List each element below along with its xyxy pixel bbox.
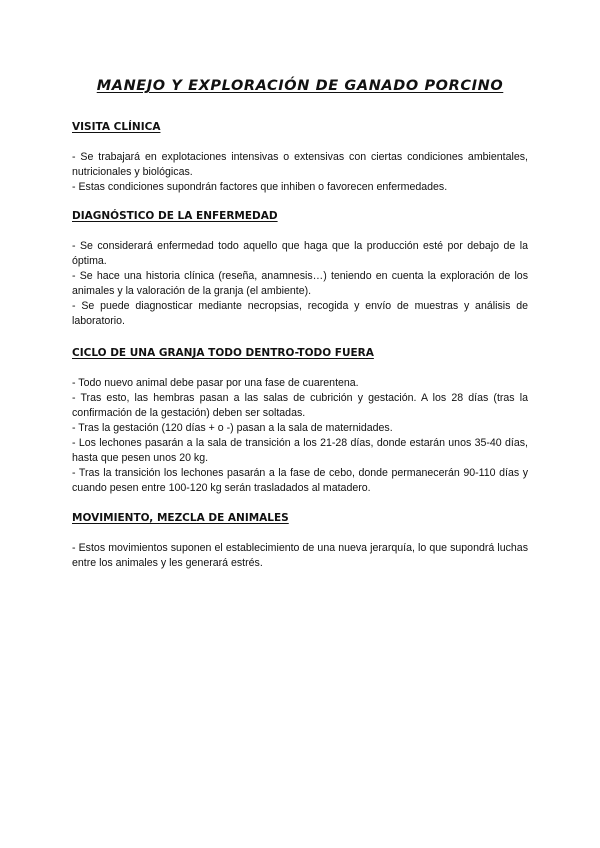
paragraph: - Se trabajará en explotaciones intensivas o extensivas con ciertas condiciones ambientales, nutricionales y biológicas.	[72, 151, 528, 178]
paragraph: - Tras la gestación (120 días + o -) pasan a la sala de maternidades.	[72, 422, 393, 434]
section-heading: VISITA CLÍNICA	[72, 121, 161, 133]
paragraph: - Se hace una historia clínica (reseña, anamnesis…) teniendo en cuenta la exploración de los animales y la valoración de la granja (el ambiente).	[72, 270, 528, 297]
section-visita-clinica	[72, 121, 528, 195]
section-heading: MOVIMIENTO, MEZCLA DE ANIMALES	[72, 512, 289, 524]
page-title: MANEJO Y EXPLORACIÓN DE GANADO PORCINO	[96, 78, 504, 94]
section-movimiento	[72, 512, 528, 571]
paragraph: - Estas condiciones supondrán factores que inhiben o favorecen enfermedades.	[72, 181, 448, 193]
paragraph: - Se puede diagnosticar mediante necropsias, recogida y envío de muestras y análisis de laboratorio.	[72, 300, 528, 327]
paragraph: - Se considerará enfermedad todo aquello que haga que la producción esté por debajo de la óptima.	[72, 240, 528, 267]
paragraph: - Todo nuevo animal debe pasar por una fase de cuarentena.	[72, 377, 359, 389]
paragraph: - Tras esto, las hembras pasan a las salas de cubrición y gestación. A los 28 días (tras la confirmación de la gestación) deben ser soltadas.	[72, 392, 528, 419]
paragraph: - Los lechones pasarán a la sala de transición a los 21-28 días, donde estarán unos 35-40 días, hasta que pesen unos 20 kg.	[72, 437, 528, 464]
section-heading: CICLO DE UNA GRANJA TODO DENTRO-TODO FUERA	[72, 347, 374, 359]
paragraph: - Tras la transición los lechones pasarán a la fase de cebo, donde permanecerán 90-110 días y cuando pesen entre 100-120 kg serán trasladados al matadero.	[72, 467, 528, 494]
section-heading: DIAGNÓSTICO DE LA ENFERMEDAD	[72, 210, 278, 222]
paragraph: - Estos movimientos suponen el establecimiento de una nueva jerarquía, lo que supondrá luchas entre los animales y les generará estrés.	[72, 542, 528, 569]
section-diagnostico	[72, 210, 528, 329]
section-ciclo-granja	[72, 347, 528, 496]
